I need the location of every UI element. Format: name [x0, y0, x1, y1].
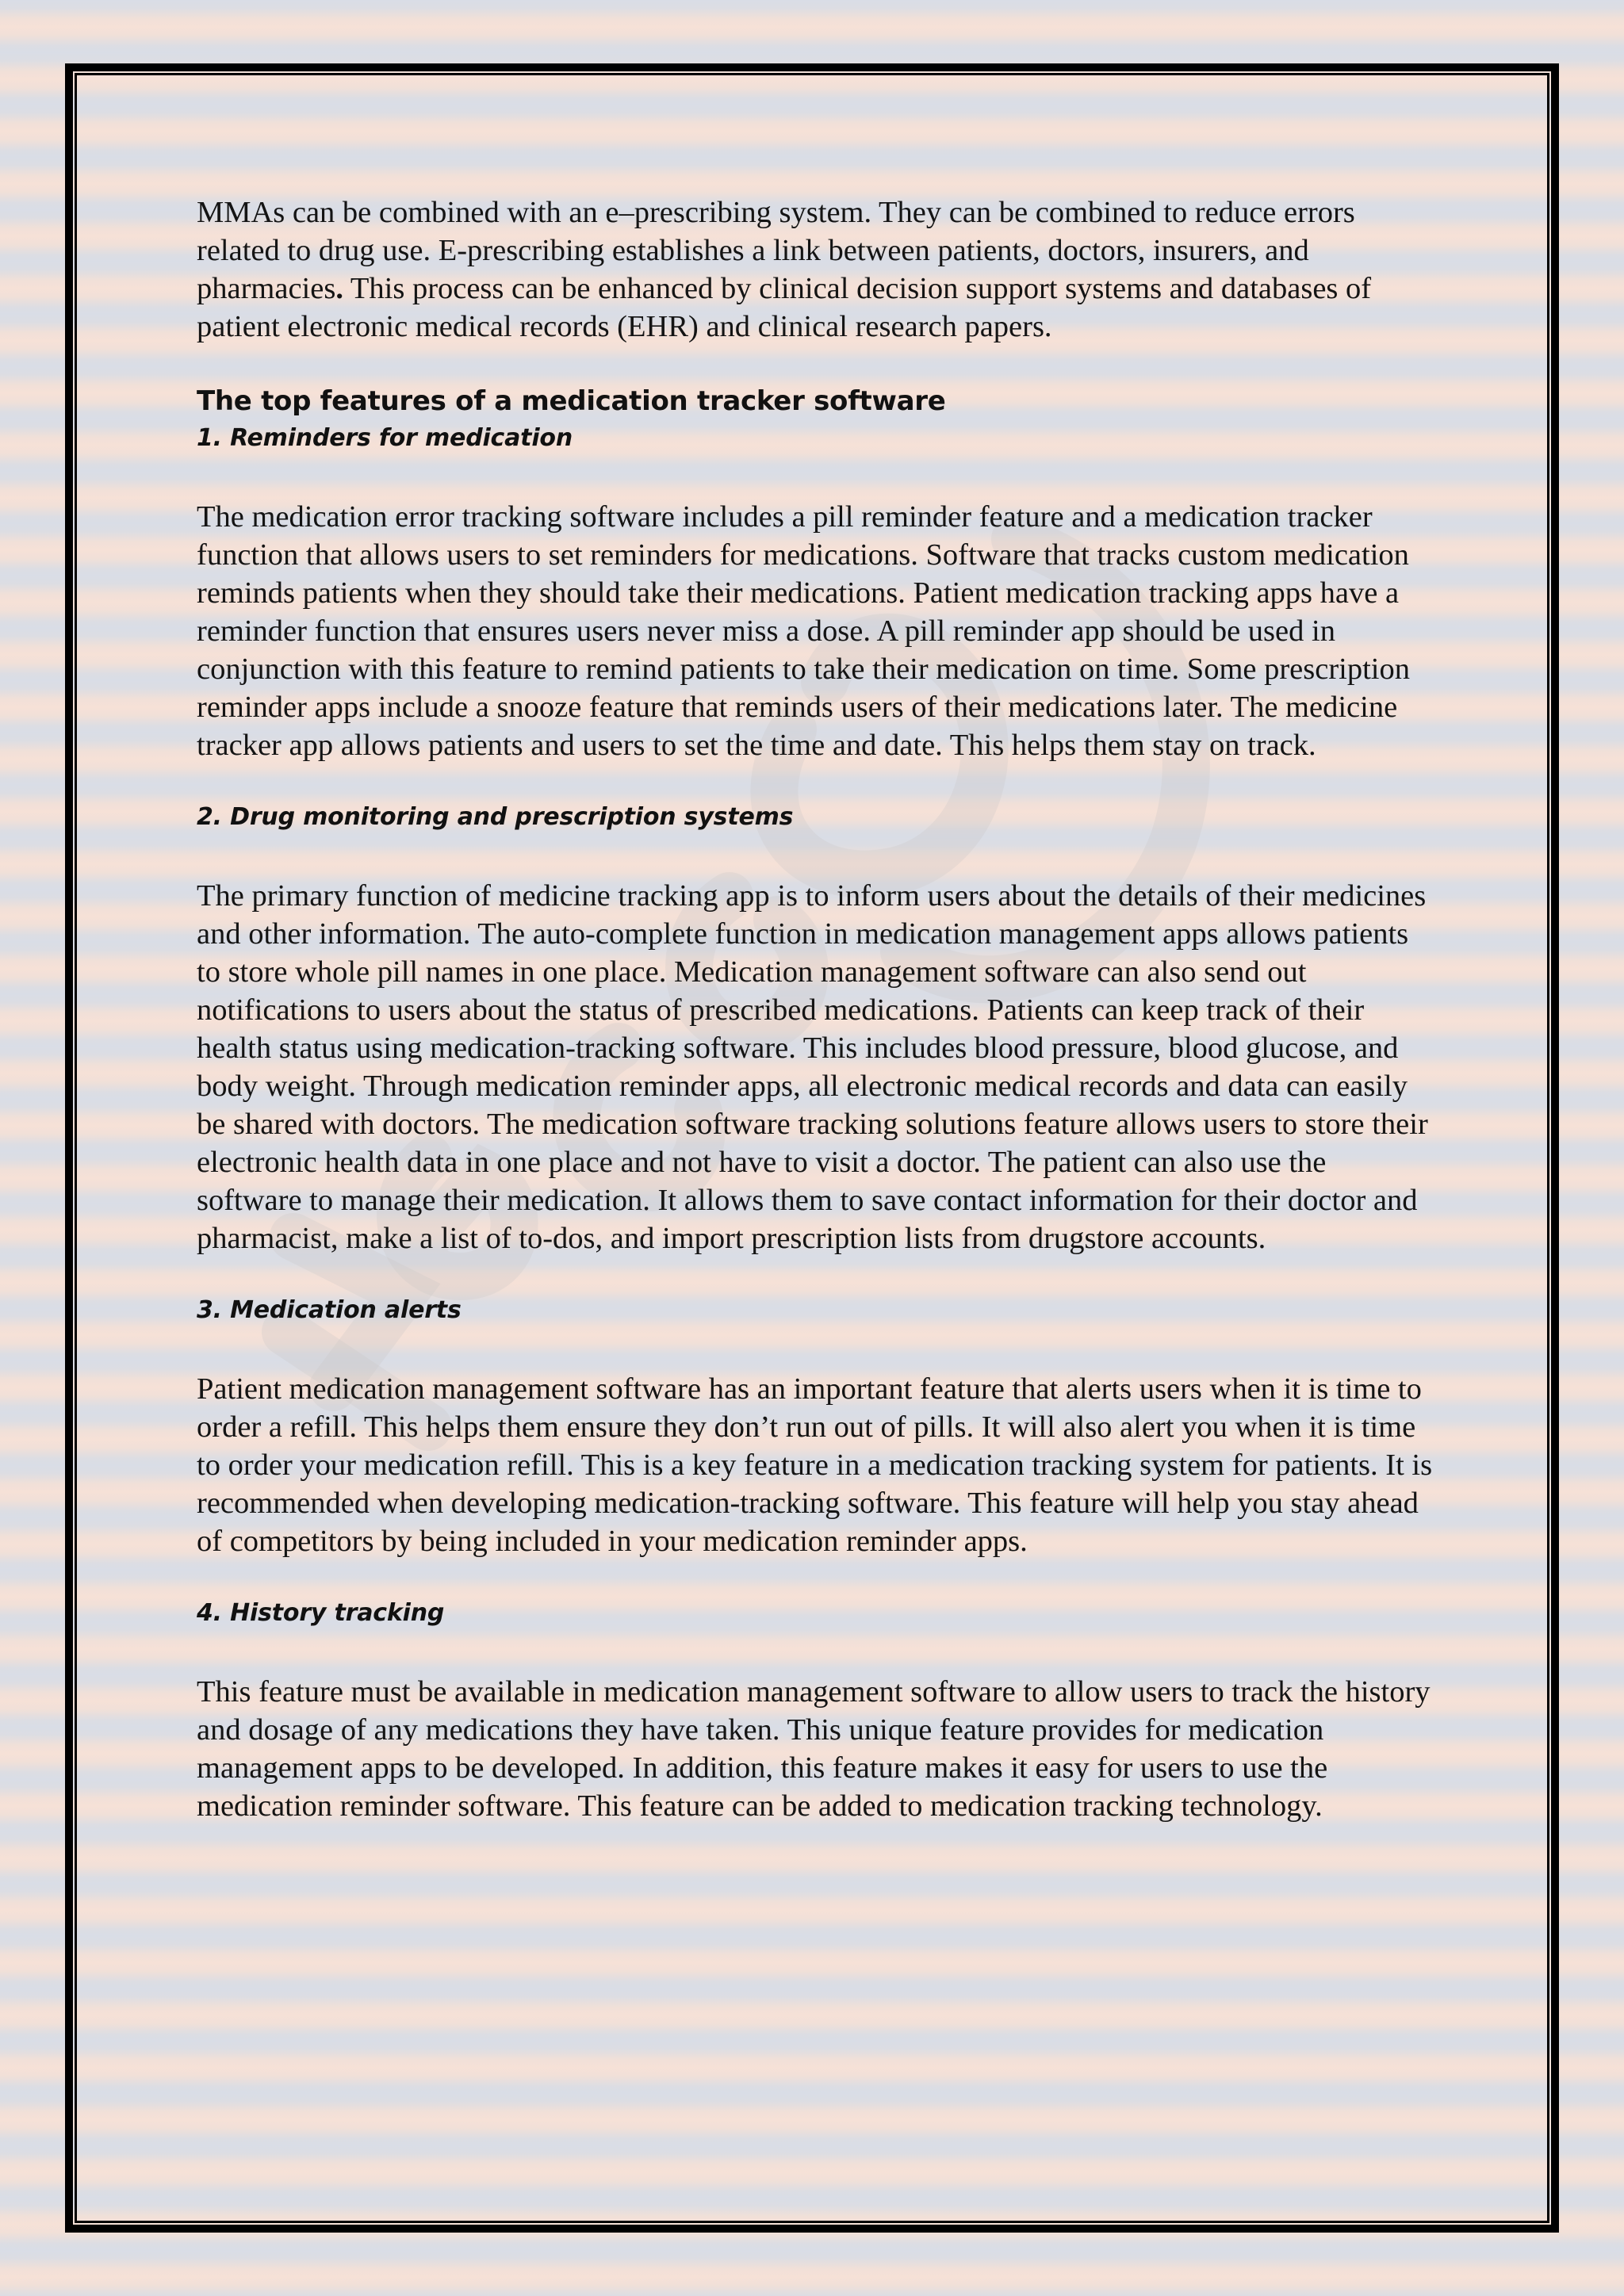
page-title: The top features of a medication tracker software	[197, 385, 946, 417]
section-heading-drug-monitoring: 2. Drug monitoring and prescription systems	[197, 803, 794, 831]
intro-bold-period: .	[335, 272, 343, 305]
intro-text: MMAs can be combined with an e–prescribing system. They can be combined to reduce errors related to drug use. E-prescribing establishes a link between patients, doctors, insurers, and pharmacies	[197, 196, 1355, 305]
section-body-alerts: Patient medication management software has an important feature that alerts users when it is time to order a refill. This helps them ensure they don’t run out of pills. It will also alert you when it is time to order your medication refill. This is a key feature in a medication tracking system for patients. It is recommended when developing medication-tracking software. This feature will help you stay ahead of competitors by being included in your medication reminder apps.	[197, 1372, 1433, 1558]
section-heading-alerts: 3. Medication alerts	[197, 1296, 462, 1324]
section-body-drug-monitoring: The primary function of medicine tracking app is to inform users about the details of their medicines and other information. The auto-complete function in medication management apps allows patients to store whole pill names in one place. Medication management software can also send out notifications to users about the status of prescribed medications. Patients can keep track of their health status using medication-tracking software. This includes blood pressure, blood glucose, and body weight. Through medication reminder apps, all electronic medical records and data can easily be shared with doctors. The medication software tracking solutions feature allows users to store their electronic health data in one place and not have to visit a doctor. The patient can also use the software to manage their medication. It allows them to save contact information for their doctor and pharmacist, make a list of to-dos, and import prescription lists from drugstore accounts.	[197, 879, 1428, 1255]
intro-paragraph	[197, 193, 1434, 346]
document-content	[197, 193, 1434, 1825]
section-body-history: This feature must be available in medication management software to allow users to track the history and dosage of any medications they have taken. This unique feature provides for medication management apps to be developed. In addition, this feature makes it easy for users to use the medication reminder software. This feature can be added to medication tracking technology.	[197, 1675, 1431, 1823]
section-heading-history: 4. History tracking	[197, 1599, 445, 1627]
intro-text-continued: This process can be enhanced by clinical decision support systems and databases of patient electronic medical records (EHR) and clinical research papers.	[197, 272, 1372, 343]
section-body-reminders: The medication error tracking software includes a pill reminder feature and a medication tracker function that allows users to set reminders for medications. Software that tracks custom medication reminds patients when they should take their medications. Patient medication tracking apps have a reminder function that ensures users never miss a dose. A pill reminder app should be used in conjunction with this feature to remind patients to take their medication on time. Some prescription reminder apps include a snooze feature that reminds users of their medications later. The medicine tracker app allows patients and users to set the time and date. This helps them stay on track.	[197, 500, 1410, 762]
section-heading-reminders: 1. Reminders for medication	[197, 424, 573, 452]
